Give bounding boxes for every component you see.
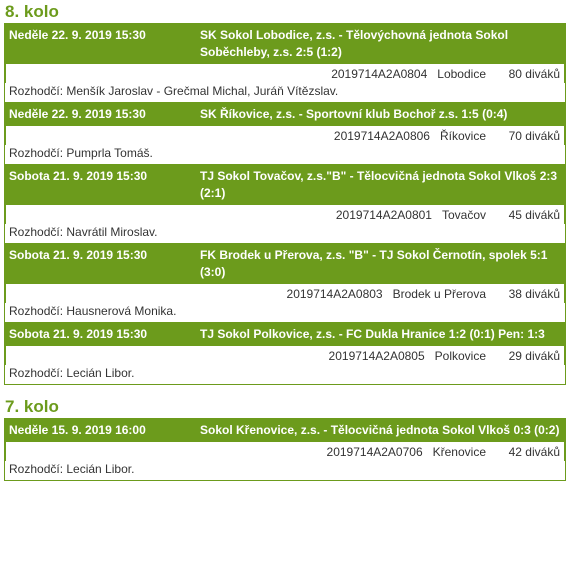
match-teams-score bbox=[200, 102, 565, 126]
match-referees: Rozhodčí: Menšík Jaroslav - Grečmal Michal, Juráň Vítězslav. bbox=[9, 84, 339, 98]
match-code: 2019714A2A0801 bbox=[335, 208, 432, 222]
match-date: Neděle 22. 9. 2019 15:30 bbox=[9, 28, 146, 42]
match-viewers: 42 diváků bbox=[508, 445, 560, 459]
match-score: 5:1 bbox=[530, 248, 548, 262]
match-teams-score bbox=[200, 418, 565, 442]
match-date: Sobota 21. 9. 2019 15:30 bbox=[9, 248, 148, 262]
match-teams: SK Sokol Lobodice, z.s. - Tělovýchovná jednota Sokol Soběchleby, z.s. bbox=[200, 28, 509, 59]
match-referees: Rozhodčí: Pumprla Tomáš. bbox=[9, 146, 153, 160]
match-header[interactable] bbox=[5, 243, 565, 284]
match-viewers: 80 diváků bbox=[508, 67, 560, 81]
match-teams: TJ Sokol Tovačov, z.s."B" - Tělocvičná jednota Sokol Vlkoš bbox=[200, 169, 537, 183]
spacer bbox=[0, 385, 572, 395]
match-score: 2:5 bbox=[295, 45, 314, 59]
match-halftime: (0:4) bbox=[482, 107, 508, 121]
round-matches bbox=[4, 418, 566, 481]
match-score: 1:5 bbox=[461, 107, 479, 121]
match bbox=[5, 418, 565, 480]
match-teams-score bbox=[200, 322, 565, 346]
match-score: 2:3 bbox=[539, 169, 558, 183]
match-referees: Rozhodčí: Hausnerová Monika. bbox=[9, 304, 177, 318]
match-venue: Křenovice bbox=[432, 445, 486, 459]
match-halftime: (3:0) bbox=[200, 265, 226, 279]
round-matches bbox=[4, 23, 566, 385]
match-date: Sobota 21. 9. 2019 15:30 bbox=[9, 327, 148, 341]
match-code: 2019714A2A0804 bbox=[331, 67, 428, 81]
match-halftime: (0:2) bbox=[534, 423, 560, 437]
match-venue: Tovačov bbox=[441, 208, 486, 222]
match-viewers: 38 diváků bbox=[508, 287, 560, 301]
round-title: 7. kolo bbox=[5, 397, 59, 416]
match-info bbox=[5, 205, 565, 224]
match-score: 1:2 bbox=[448, 327, 467, 341]
match-info bbox=[5, 126, 565, 145]
match-info bbox=[5, 346, 565, 365]
match-score: 0:3 bbox=[513, 423, 531, 437]
match-viewers: 29 diváků bbox=[508, 349, 560, 363]
match-venue: Říkovice bbox=[439, 129, 486, 143]
match-referees: Rozhodčí: Lecián Libor. bbox=[9, 366, 135, 380]
match bbox=[5, 322, 565, 384]
match-venue: Polkovice bbox=[434, 349, 486, 363]
match-code: 2019714A2A0805 bbox=[328, 349, 425, 363]
match-code: 2019714A2A0806 bbox=[333, 129, 430, 143]
match-teams: Sokol Křenovice, z.s. - Tělocvičná jednota Sokol Vlkoš bbox=[200, 423, 511, 437]
match-referees: Rozhodčí: Lecián Libor. bbox=[9, 462, 135, 476]
round-title: 8. kolo bbox=[5, 2, 59, 21]
match-code: 2019714A2A0803 bbox=[286, 287, 383, 301]
match-info bbox=[5, 442, 565, 461]
match bbox=[5, 23, 565, 102]
match-teams: SK Říkovice, z.s. - Sportovní klub Bochoř z.s. bbox=[200, 107, 459, 121]
match-teams-score bbox=[200, 164, 565, 205]
match-info bbox=[5, 64, 565, 83]
match-header[interactable] bbox=[5, 322, 565, 346]
match-info bbox=[5, 284, 565, 303]
match-halftime: (2:1) bbox=[200, 186, 226, 200]
match bbox=[5, 102, 565, 164]
match-viewers: 70 diváků bbox=[508, 129, 560, 143]
match bbox=[5, 164, 565, 243]
match-venue: Lobodice bbox=[437, 67, 486, 81]
match-teams: FK Brodek u Přerova, z.s. "B" - TJ Sokol Černotín, spolek bbox=[200, 248, 527, 262]
match-venue: Brodek u Přerova bbox=[392, 287, 486, 301]
match-header[interactable] bbox=[5, 23, 565, 64]
match-referees: Rozhodčí: Navrátil Miroslav. bbox=[9, 225, 158, 239]
match-teams-score bbox=[200, 23, 565, 64]
match-header[interactable] bbox=[5, 164, 565, 205]
match-date: Neděle 22. 9. 2019 15:30 bbox=[9, 107, 146, 121]
match-halftime: (0:1) Pen: 1:3 bbox=[469, 327, 545, 341]
match-code: 2019714A2A0706 bbox=[326, 445, 423, 459]
match-teams-score bbox=[200, 243, 565, 284]
match-header[interactable] bbox=[5, 102, 565, 126]
match bbox=[5, 243, 565, 322]
match-header[interactable] bbox=[5, 418, 565, 442]
match-date: Sobota 21. 9. 2019 15:30 bbox=[9, 169, 148, 183]
match-viewers: 45 diváků bbox=[508, 208, 560, 222]
match-halftime: (1:2) bbox=[316, 45, 342, 59]
match-teams: TJ Sokol Polkovice, z.s. - FC Dukla Hranice bbox=[200, 327, 446, 341]
match-date: Neděle 15. 9. 2019 16:00 bbox=[9, 423, 146, 437]
